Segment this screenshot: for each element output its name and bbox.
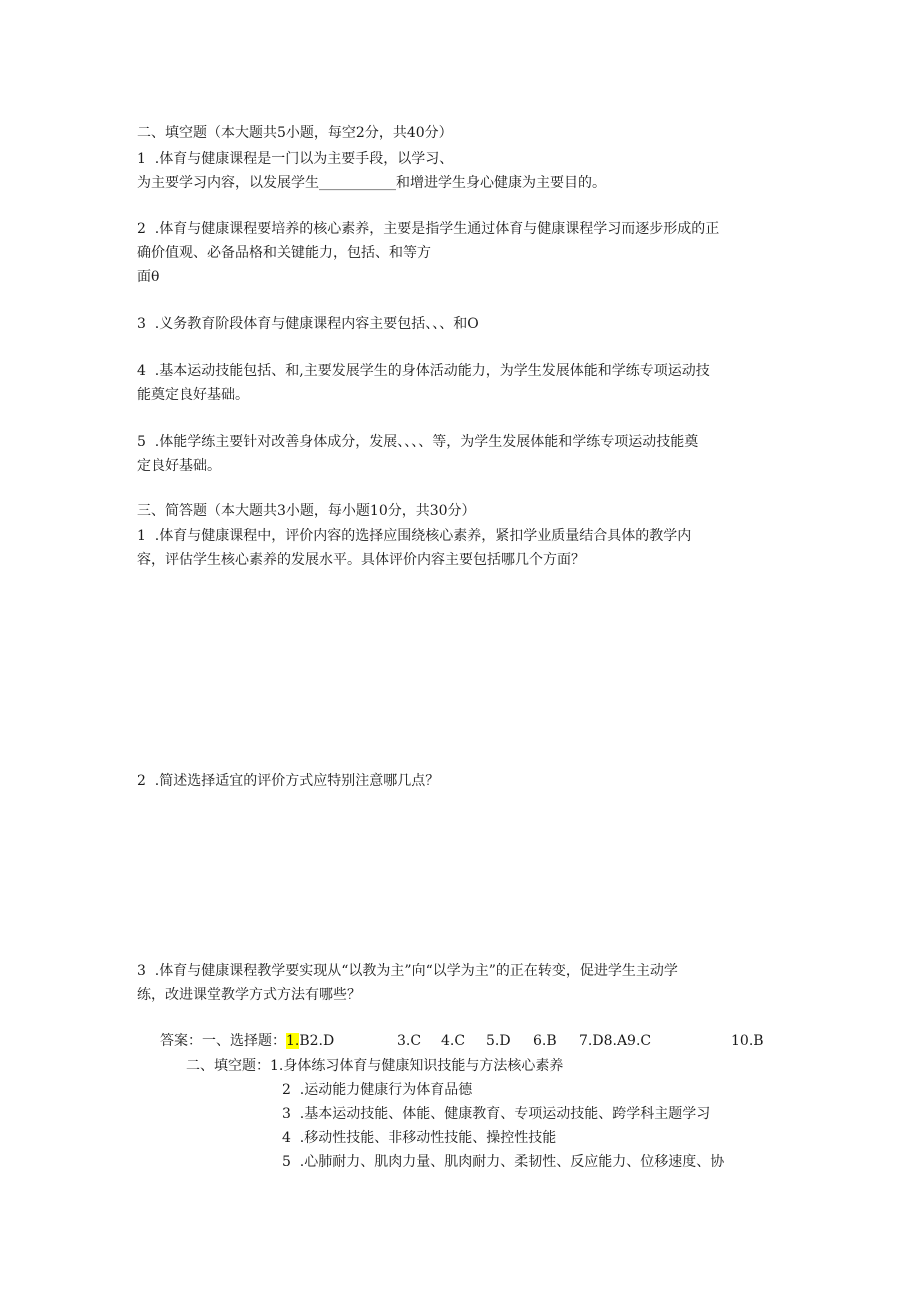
- short-q1-line1: 1 .体育与健康课程中，评价内容的选择应围绕核心素养，紧扣学业质量结合具体的教学内: [137, 528, 692, 544]
- answers-fill-line3: 3 .基本运动技能、体能、健康教育、专项运动技能、跨学科主题学习: [282, 1106, 711, 1122]
- answer-5: 5.D: [486, 1033, 511, 1049]
- fill-q5-line2: 定良好基础。: [137, 458, 221, 474]
- fill-q1-line2: 为主要学习内容，以发展学生___________和增进学生身心健康为主要目的。: [137, 175, 606, 191]
- answers-choice-line: [160, 1032, 334, 1050]
- short-section-heading: 三、简答题（本大题共3小题，每小题10分，共30分）: [137, 503, 476, 519]
- answers-fill-line1: 二、填空题：1.身体练习体育与健康知识技能与方法核心素养: [186, 1058, 564, 1074]
- short-q1-line2: 容，评估学生核心素养的发展水平。具体评价内容主要包括哪几个方面？: [137, 552, 585, 568]
- answer-3: 3.C: [397, 1033, 422, 1049]
- short-q3-line1: 3 .体育与健康课程教学要实现从“以教为主”向“以学为主”的正在转变，促进学生主动学: [137, 963, 678, 979]
- fill-q4-line2: 能奠定良好基础。: [137, 387, 249, 403]
- fill-q1-line1: 1 .体育与健康课程是一门以为主要手段，以学习、: [137, 151, 454, 167]
- answers-prefix: 答案：一、选择题：: [160, 1033, 286, 1049]
- answers-fill-line5: 5 .心肺耐力、肌肉力量、肌肉耐力、柔韧性、反应能力、位移速度、协: [282, 1154, 725, 1170]
- fill-q2-line3: 面θ: [137, 269, 160, 285]
- answers-fill-line4: 4 .移动性技能、非移动性技能、操控性技能: [282, 1130, 557, 1146]
- fill-section-heading: 二、填空题（本大题共5小题，每空2分，共40分）: [137, 125, 453, 141]
- fill-q4-line1: 4 .基本运动技能包括、和,主要发展学生的身体活动能力，为学生发展体能和学练专项运动技: [137, 363, 710, 379]
- answer-1-highlight: 1.: [286, 1033, 300, 1049]
- fill-q5-line1: 5 .体能学练主要针对改善身体成分，发展、、、、等，为学生发展体能和学练专项运动技能奠: [137, 434, 699, 450]
- answer-4: 4.C: [441, 1033, 466, 1049]
- answers-fill-line2: 2 .运动能力健康行为体育品德: [282, 1082, 473, 1098]
- short-q2-line1: 2 .简述选择适宜的评价方式应特别注意哪几点？: [137, 773, 440, 789]
- answer-6: 6.B: [533, 1033, 557, 1049]
- answer-1-2: B2.D: [299, 1033, 335, 1049]
- fill-q2-line1: 2 .体育与健康课程要培养的核心素养，主要是指学生通过体育与健康课程学习而逐步形成的正: [137, 221, 720, 237]
- answer-7-9: 7.D8.A9.C: [579, 1033, 652, 1049]
- fill-q2-line2: 确价值观、必备品格和关键能力，包括、和等方: [137, 245, 431, 261]
- fill-q3-line1: 3 .义务教育阶段体育与健康课程内容主要包括、、、和O: [137, 316, 479, 332]
- short-q3-line2: 练，改进课堂教学方式方法有哪些？: [137, 987, 361, 1003]
- answer-10: 10.B: [731, 1033, 764, 1049]
